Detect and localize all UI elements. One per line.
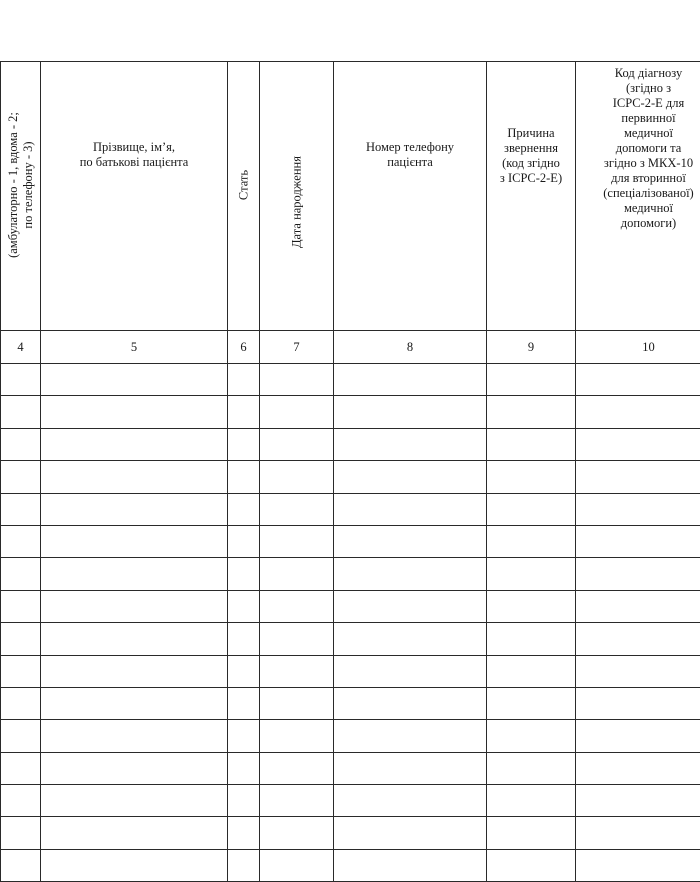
column-number: 8 [334,331,487,364]
table-row [1,687,700,719]
journal-table-sheet [0,61,700,882]
table-cell [41,590,228,622]
table-cell [334,752,487,784]
table-row [1,817,700,849]
table-cell [576,655,700,687]
table-cell [334,428,487,460]
table-row [1,623,700,655]
table-row [1,461,700,493]
table-cell [487,623,576,655]
table-cell [41,817,228,849]
patient-journal-table [0,61,700,882]
table-cell [487,655,576,687]
table-cell [576,687,700,719]
table-cell [334,590,487,622]
table-cell [576,461,700,493]
table-cell [487,590,576,622]
table-cell [334,623,487,655]
table-cell [260,396,334,428]
table-cell [260,817,334,849]
table-cell [576,752,700,784]
table-cell [576,364,700,396]
table-cell [260,687,334,719]
column-number: 5 [41,331,228,364]
table-cell [576,849,700,881]
table-row [1,849,700,881]
table-row [1,590,700,622]
table-cell [41,687,228,719]
table-cell [41,655,228,687]
table-cell [228,558,260,590]
table-cell [260,849,334,881]
table-cell [1,428,41,460]
column-number: 10 [576,331,700,364]
column-number: 9 [487,331,576,364]
table-cell [228,623,260,655]
table-cell [334,461,487,493]
table-cell [576,785,700,817]
table-cell [1,525,41,557]
table-cell [487,752,576,784]
table-cell [1,623,41,655]
table-cell [228,493,260,525]
table-cell [41,428,228,460]
table-cell [334,364,487,396]
table-cell [487,720,576,752]
table-cell [260,493,334,525]
table-row [1,525,700,557]
table-cell [576,525,700,557]
table-cell [576,817,700,849]
table-cell [1,655,41,687]
table-cell [487,785,576,817]
table-cell [228,590,260,622]
table-cell [1,364,41,396]
table-cell [228,461,260,493]
column-number: 4 [1,331,41,364]
table-cell [41,461,228,493]
table-cell [260,720,334,752]
table-cell [228,396,260,428]
table-cell [1,558,41,590]
table-cell [41,558,228,590]
table-cell [41,493,228,525]
table-cell [1,752,41,784]
table-cell [41,364,228,396]
table-cell [487,461,576,493]
table-cell [334,687,487,719]
table-cell [228,849,260,881]
table-cell [576,396,700,428]
table-row [1,785,700,817]
table-row [1,493,700,525]
table-cell [260,623,334,655]
table-cell [260,785,334,817]
table-cell [1,817,41,849]
table-cell [260,558,334,590]
table-cell [576,428,700,460]
table-cell [334,493,487,525]
table-cell [228,817,260,849]
header-birth-date: Дата народження [260,62,334,331]
table-cell [1,493,41,525]
table-cell [260,364,334,396]
table-row [1,428,700,460]
header-row [1,62,700,331]
table-cell [1,785,41,817]
table-cell [487,558,576,590]
table-cell [487,428,576,460]
table-row [1,396,700,428]
table-cell [260,461,334,493]
table-cell [487,525,576,557]
table-cell [228,720,260,752]
table-cell [228,687,260,719]
table-cell [487,849,576,881]
table-cell [334,817,487,849]
header-visit-type [1,62,41,331]
table-cell [41,849,228,881]
table-cell [487,687,576,719]
table-cell [334,396,487,428]
table-cell [1,687,41,719]
table-cell [487,396,576,428]
column-number: 7 [260,331,334,364]
table-cell [41,396,228,428]
column-number-row [1,331,700,364]
table-cell [260,525,334,557]
table-cell [1,849,41,881]
table-cell [576,493,700,525]
table-cell [260,590,334,622]
table-cell [260,752,334,784]
table-cell [487,493,576,525]
table-row [1,720,700,752]
table-cell [487,364,576,396]
table-cell [576,558,700,590]
table-cell [41,720,228,752]
table-cell [334,785,487,817]
table-cell [334,655,487,687]
table-cell [1,720,41,752]
header-diagnosis-code: Код діагнозу (згідно з ICPC-2-E для первинної медичної допомоги та згідно з МКХ-10 для вторинної (спеціалізованої) медичної допомоги) [576,62,700,331]
table-cell [576,720,700,752]
table-cell [576,590,700,622]
table-cell [228,655,260,687]
column-number: 6 [228,331,260,364]
table-cell [41,623,228,655]
header-visit-type-text: (амбулаторно - 1, вдома - 2; по телефону - 3) [6,112,36,258]
header-sex: Стать [228,62,260,331]
table-cell [1,461,41,493]
table-cell [1,396,41,428]
table-cell [334,720,487,752]
table-cell [228,428,260,460]
table-row [1,752,700,784]
table-cell [228,525,260,557]
table-cell [334,525,487,557]
header-visit-reason: Причина звернення (код згідно з ICPC-2-E) [487,62,576,331]
table-cell [228,364,260,396]
table-row [1,364,700,396]
table-cell [487,817,576,849]
header-patient-name: Прізвище, ім’я, по батькові пацієнта [41,62,228,331]
table-cell [41,752,228,784]
table-cell [228,785,260,817]
table-row [1,558,700,590]
table-cell [228,752,260,784]
table-cell [41,785,228,817]
table-row [1,655,700,687]
table-cell [41,525,228,557]
table-cell [1,590,41,622]
table-cell [260,655,334,687]
table-cell [334,558,487,590]
table-cell [260,428,334,460]
table-cell [334,849,487,881]
header-phone-number: Номер телефону пацієнта [334,62,487,331]
table-cell [576,623,700,655]
